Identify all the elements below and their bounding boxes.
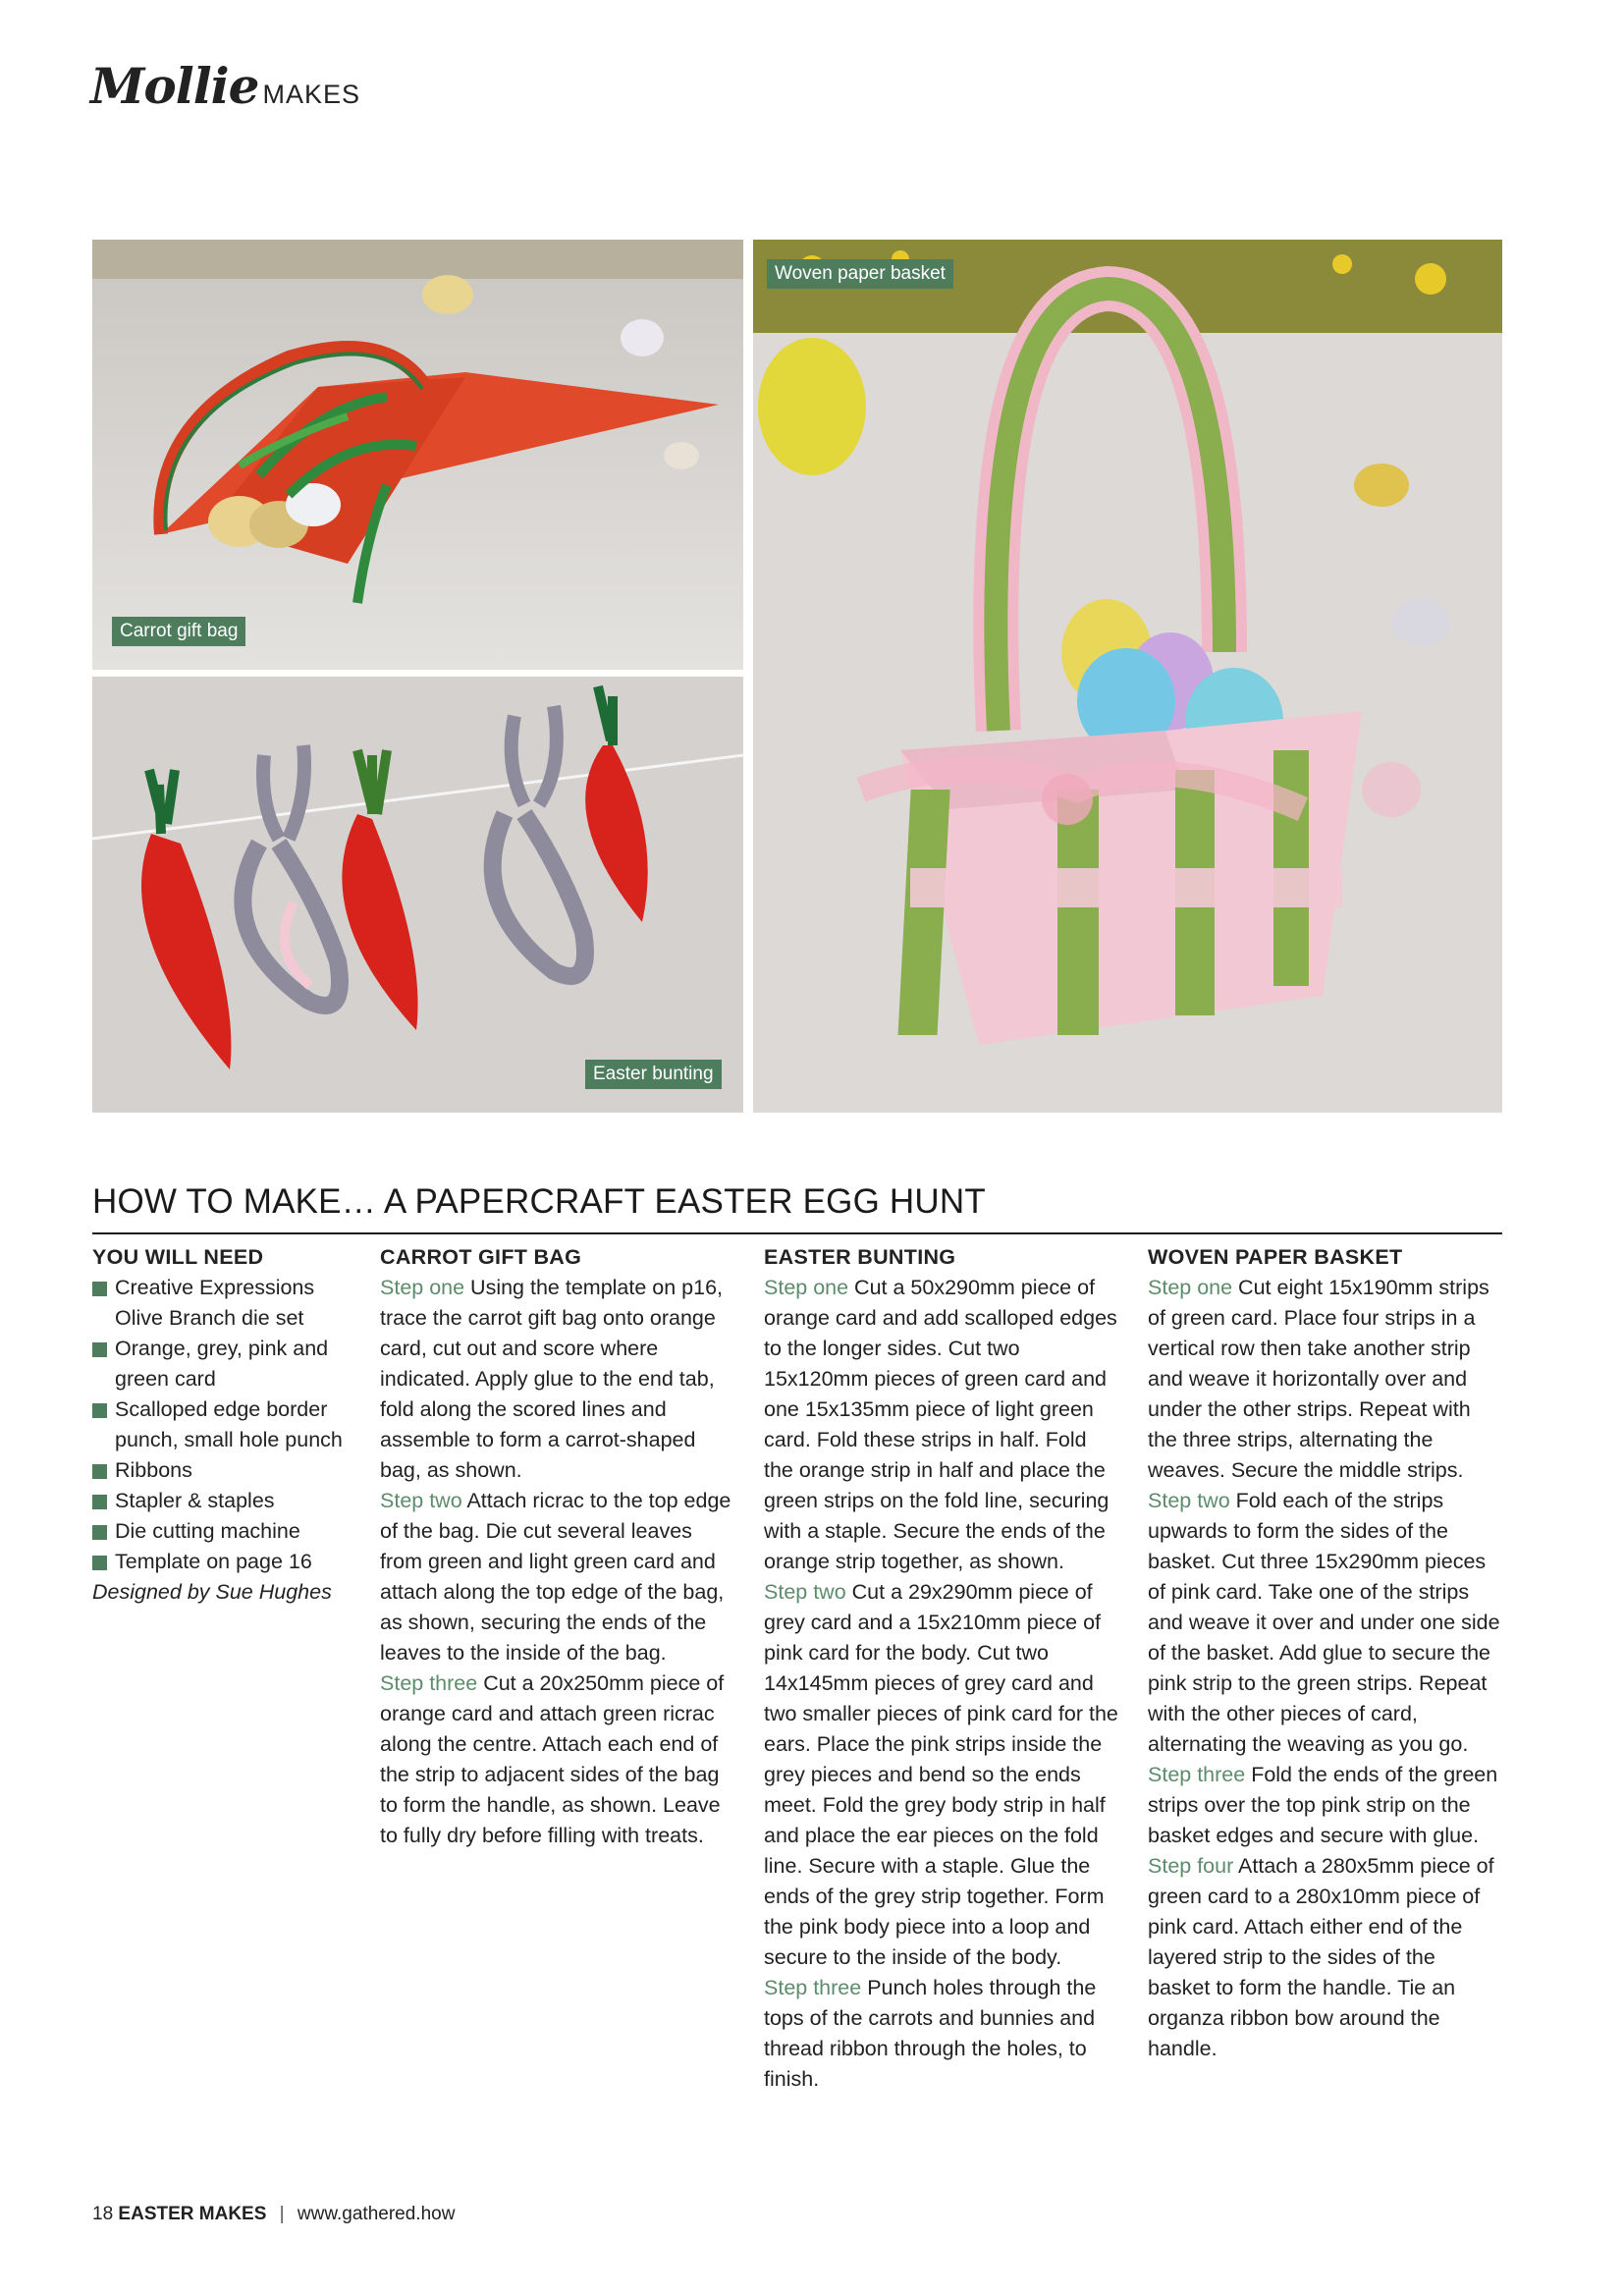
step-label: Step three [764, 1976, 862, 1999]
carrot-step-three [380, 1668, 733, 1851]
basket-step-one [1148, 1273, 1502, 1486]
footer-section: EASTER MAKES [118, 2204, 267, 2224]
section-divider [92, 1232, 1502, 1234]
list-item: Die cutting machine [92, 1516, 355, 1547]
step-label: Step two [1148, 1489, 1230, 1512]
step-label: Step three [380, 1671, 478, 1695]
woven-paper-basket-caption: Woven paper basket [767, 259, 953, 289]
list-item: Template on page 16 [92, 1547, 355, 1577]
page-footer [92, 2204, 455, 2225]
carrot-step-two [380, 1486, 733, 1668]
carrot-gift-bag-photo [92, 240, 743, 670]
list-item: Stapler & staples [92, 1486, 355, 1516]
bunting-step-two [764, 1577, 1119, 1973]
carrot-gift-bag-heading: CARROT GIFT BAG [380, 1245, 582, 1269]
step-text: Cut a 50x290mm piece of orange card and add scalloped edges to the longer sides. Cut two 15x120mm pieces of green card and one 15x135mm piece of light green card. Fold these strips in half. Fold the orange strip in half and place the green strips on the fold line, securing with a staple. Secure the ends of the orange strip together, as shown. [764, 1276, 1117, 1573]
you-will-need-column [92, 1242, 355, 1608]
logo-makes: MAKES [262, 80, 361, 109]
step-text: Punch holes through the tops of the carrots and bunnies and thread ribbon through the holes, to finish. [764, 1976, 1097, 2091]
basket-step-three [1148, 1760, 1502, 1851]
step-text: Cut eight 15x190mm strips of green card. Place four strips in a vertical row then take another strip and weave it horizontally over and under the other strips. Repeat with the three strips, alternating the weaves. Secure the middle strips. [1148, 1276, 1489, 1482]
step-label: Step three [1148, 1763, 1246, 1786]
woven-basket-heading: WOVEN PAPER BASKET [1148, 1245, 1403, 1269]
logo-script: Mollie [90, 57, 259, 115]
you-will-need-heading: YOU WILL NEED [92, 1245, 264, 1269]
list-item: Creative Expressions Olive Branch die set [92, 1273, 355, 1334]
section-title: HOW TO MAKE… A PAPERCRAFT EASTER EGG HUNT [92, 1182, 986, 1221]
step-label: Step four [1148, 1854, 1234, 1878]
carrot-gift-bag-column [380, 1242, 733, 1851]
step-label: Step one [764, 1276, 849, 1299]
step-label: Step one [380, 1276, 465, 1299]
list-item: Scalloped edge border punch, small hole punch [92, 1394, 355, 1455]
basket-step-four [1148, 1851, 1502, 2064]
bunting-step-three [764, 1973, 1119, 2095]
woven-paper-basket-photo [753, 240, 1502, 1113]
page-number: 18 [92, 2204, 114, 2224]
easter-bunting-heading: EASTER BUNTING [764, 1245, 956, 1269]
step-text: Cut a 20x250mm piece of orange card and attach green ricrac along the centre. Attach each end of the strip to adjacent sides of the bag to form the handle, as shown. Leave to fully dry before filling with treats. [380, 1671, 725, 1847]
footer-separator: | [279, 2204, 285, 2224]
easter-bunting-caption: Easter bunting [585, 1060, 722, 1089]
easter-bunting-photo [92, 677, 743, 1113]
list-item: Orange, grey, pink and green card [92, 1334, 355, 1394]
woven-basket-column [1148, 1242, 1502, 2064]
step-label: Step one [1148, 1276, 1233, 1299]
step-label: Step two [380, 1489, 462, 1512]
designer-credit: Designed by Sue Hughes [92, 1580, 332, 1604]
step-label: Step two [764, 1580, 846, 1604]
step-text: Using the template on p16, trace the carrot gift bag onto orange card, cut out and score where indicated. Apply glue to the end tab, fold along the scored lines and assemble to form a carrot-shaped bag, as shown. [380, 1276, 724, 1482]
step-text: Fold the ends of the green strips over the top pink strip on the basket edges and secure with glue. [1148, 1763, 1498, 1847]
bunting-step-one [764, 1273, 1119, 1577]
step-text: Fold each of the strips upwards to form the sides of the basket. Cut three 15x290mm pieces of pink card. Take one of the strips and weave it over and under one side of the basket. Add glue to secure the pink strip to the green strips. Repeat with the other pieces of card, alternating the weaving as you go. [1148, 1489, 1500, 1756]
step-text: Attach a 280x5mm piece of green card to a 280x10mm piece of pink card. Attach either end of the layered strip to the sides of the basket to form the handle. Tie an organza ribbon bow around the handle. [1148, 1854, 1494, 2060]
carrot-step-one [380, 1273, 733, 1486]
step-text: Cut a 29x290mm piece of grey card and a 15x210mm piece of pink card for the body. Cut two 14x145mm pieces of grey card and two smaller pieces of pink card for the ears. Place the pink strips inside the grey pieces and bend so the ends meet. Fold the grey body strip in half and place the ear pieces on the fold line. Secure with a staple. Glue the ends of the grey strip together. Form the pink body piece into a loop and secure to the inside of the body. [764, 1580, 1118, 1969]
footer-url: www.gathered.how [297, 2204, 456, 2224]
basket-step-two [1148, 1486, 1502, 1760]
list-item: Ribbons [92, 1455, 355, 1486]
easter-bunting-column [764, 1242, 1119, 2095]
carrot-gift-bag-caption: Carrot gift bag [112, 617, 245, 646]
materials-list [92, 1273, 355, 1577]
masthead-logo [90, 57, 360, 115]
step-text: Attach ricrac to the top edge of the bag. Die cut several leaves from green and light green card and attach along the top edge of the bag, as shown, securing the ends of the leaves to the inside of the bag. [380, 1489, 731, 1665]
